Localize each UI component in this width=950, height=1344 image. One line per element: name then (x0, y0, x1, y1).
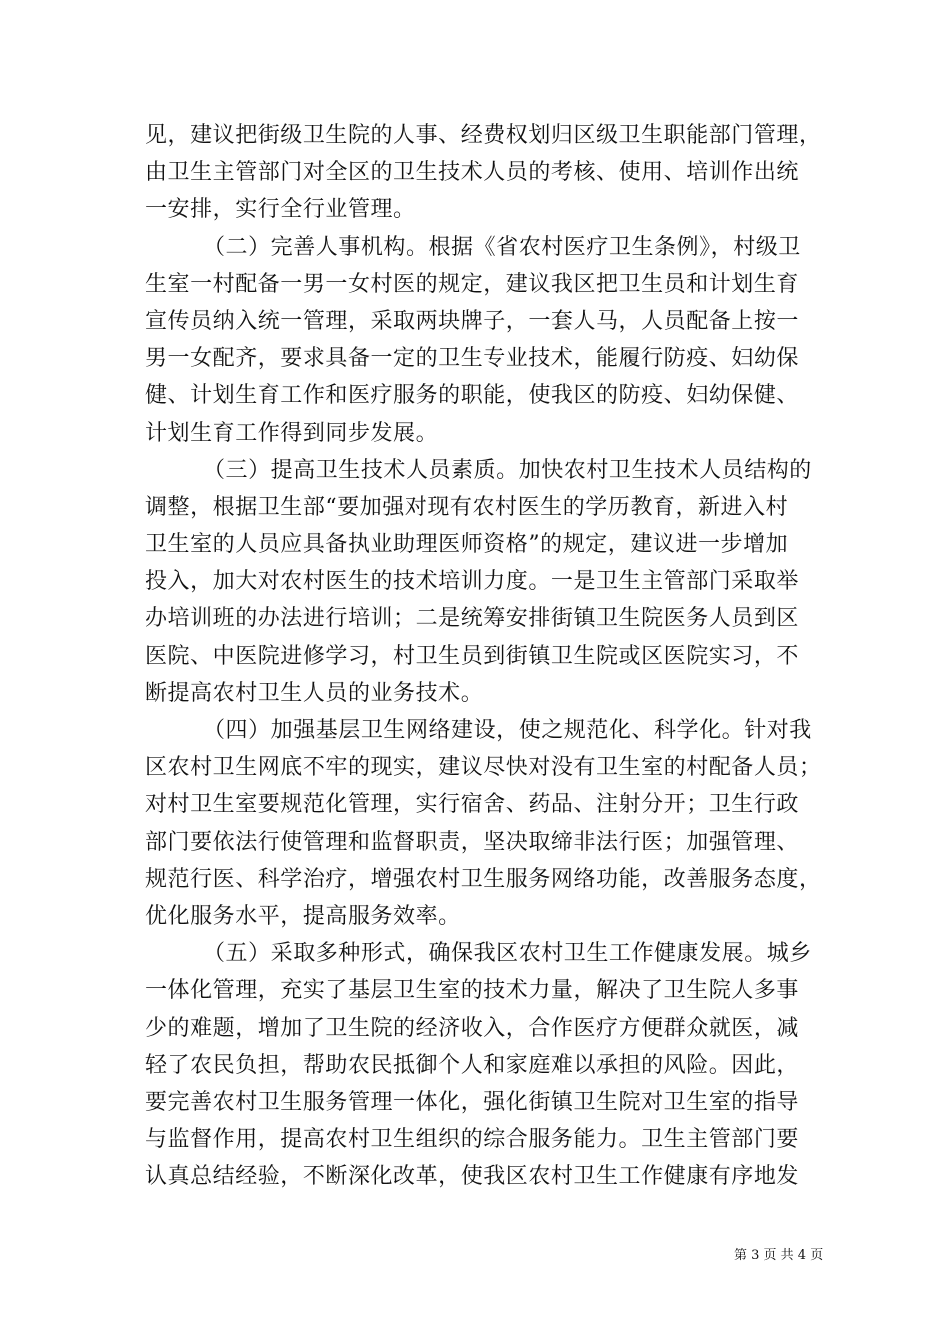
paragraph-start-line: （四）加强基层卫生网络建设，使之规范化、科学化。针对我 (203, 718, 812, 743)
text-line: 部门要依法行使管理和监督职责，坚决取缔非法行医；加强管理、 (145, 829, 799, 855)
text-line: 规范行医、科学治疗，增强农村卫生服务网络功能，改善服务态度， (145, 866, 822, 892)
text-line: 投入，加大对农村医生的技术培训力度。一是卫生主管部门采取举 (145, 569, 799, 595)
text-line: 要完善农村卫生服务管理一体化，强化街镇卫生院对卫生室的指导 (145, 1089, 799, 1115)
paragraph-start-line: （二）完善人事机构。根据《省农村医疗卫生条例》，村级卫 (203, 234, 801, 260)
text-line: 由卫生主管部门对全区的卫生技术人员的考核、使用、培训作出统 (145, 160, 799, 186)
text-line: 健、计划生育工作和医疗服务的职能，使我区的防疫、妇幼保健、 (145, 383, 799, 409)
text-line: 断提高农村卫生人员的业务技术。 (145, 680, 484, 706)
text-line: 医院、中医院进修学习，村卫生员到街镇卫生院或区医院实习，不 (145, 643, 799, 669)
text-line: 办培训班的办法进行培训；二是统筹安排街镇卫生院医务人员到区 (145, 606, 799, 632)
document-body (145, 117, 822, 1195)
text-line: 一体化管理，充实了基层卫生室的技术力量，解决了卫生院人多事 (145, 978, 799, 1004)
text-line: 区农村卫生网底不牢的现实，建议尽快对没有卫生室的村配备人员； (145, 755, 822, 781)
text-line: 少的难题，增加了卫生院的经济收入，合作医疗方便群众就医，减 (145, 1015, 799, 1041)
text-line: 对村卫生室要规范化管理，实行宿舍、药品、注射分开；卫生行政 (145, 792, 799, 818)
text-line: 宣传员纳入统一管理，采取两块牌子，一套人马，人员配备上按一 (145, 308, 799, 334)
text-line: 男一女配齐，要求具备一定的卫生专业技术，能履行防疫、妇幼保 (145, 346, 799, 372)
text-line: 计划生育工作得到同步发展。 (145, 420, 439, 446)
text-line: 与监督作用，提高农村卫生组织的综合服务能力。卫生主管部门要 (145, 1127, 799, 1153)
text-line: 生室一村配备一男一女村医的规定，建议我区把卫生员和计划生育 (145, 271, 799, 297)
page-number-footer: 第 3 页 共 4 页 (734, 1248, 824, 1263)
paragraph-start-line: （五）采取多种形式，确保我区农村卫生工作健康发展。城乡 (203, 941, 812, 967)
text-line: 优化服务水平，提高服务效率。 (145, 903, 461, 929)
text-line: 认真总结经验，不断深化改革，使我区农村卫生工作健康有序地发 (145, 1164, 799, 1190)
text-line: 卫生室的人员应具备执业助理医师资格”的规定，建议进一步增加 (145, 532, 789, 558)
text-line: 轻了农民负担，帮助农民抵御个人和家庭难以承担的风险。因此， (145, 1052, 799, 1078)
text-line: 调整，根据卫生部“要加强对现有农村医生的学历教育，新进入村 (145, 494, 789, 520)
paragraph-start-line: （三）提高卫生技术人员素质。加快农村卫生技术人员结构的 (203, 457, 812, 483)
text-line: 一安排，实行全行业管理。 (145, 197, 416, 223)
text-line: 见，建议把街级卫生院的人事、经费权划归区级卫生职能部门管理， (145, 123, 822, 148)
